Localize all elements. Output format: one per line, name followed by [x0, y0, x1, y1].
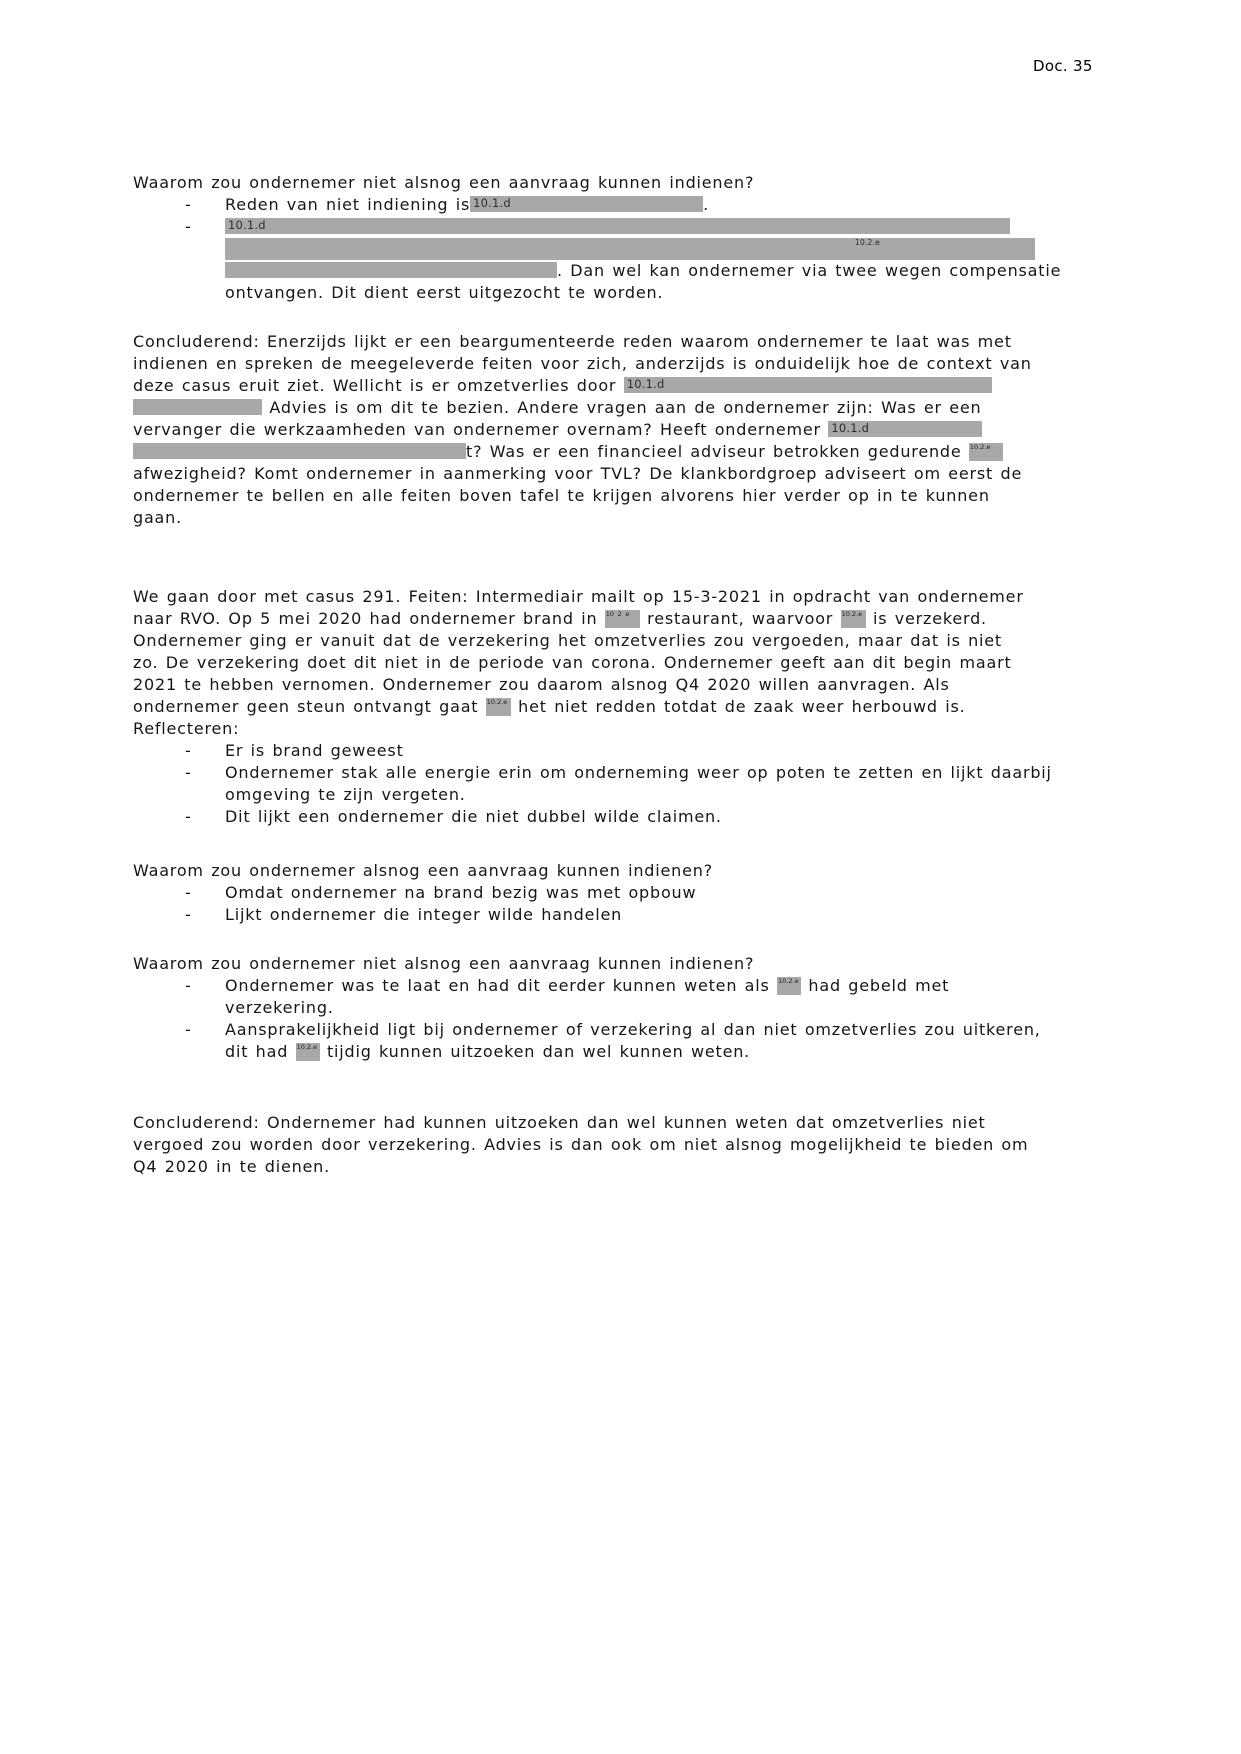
- text-line: [133, 375, 1133, 397]
- line-content: [225, 904, 622, 926]
- redaction-label: 10.1.d: [831, 421, 870, 435]
- redaction-chip: [296, 1043, 320, 1061]
- text-run: tijdig kunnen uitzoeken dan wel kunnen weten.: [319, 1042, 751, 1061]
- text-run: Er is brand geweest: [225, 741, 404, 760]
- bullet-dash: -: [185, 195, 192, 214]
- paragraph: [133, 953, 1133, 1063]
- line-content: [133, 652, 1012, 674]
- line-content: [133, 353, 1032, 375]
- text-run: .: [703, 195, 710, 214]
- line-content: [225, 238, 1035, 261]
- text-run: Concluderend: Ondernemer had kunnen uitzoeken dan wel kunnen weten dat omzetverlies niet: [133, 1113, 986, 1132]
- text-line: [133, 485, 1133, 507]
- text-run: 2021 te hebben vernomen. Ondernemer zou daarom alsnog Q4 2020 willen aanvragen. Als: [133, 675, 950, 694]
- text-run: vergoed zou worden door verzekering. Advies is dan ook om niet alsnog mogelijkheid te bieden om: [133, 1135, 1029, 1154]
- redaction-bar: [225, 218, 1010, 234]
- redaction-bar: [828, 421, 982, 437]
- text-run: Dit lijkt een ondernemer die niet dubbel wilde claimen.: [225, 807, 722, 826]
- doc-number: Doc. 35: [1033, 57, 1093, 75]
- text-line: [133, 997, 1133, 1019]
- text-line: [133, 806, 1133, 828]
- text-line: [133, 172, 1133, 194]
- paragraph: [133, 1112, 1133, 1178]
- text-run: het niet redden totdat de zaak weer herbouwd is.: [510, 697, 966, 716]
- text-run: afwezigheid? Komt ondernemer in aanmerking voor TVL? De klankbordgroep adviseert om eerst de: [133, 464, 1023, 483]
- line-content: [133, 953, 754, 975]
- text-line: [133, 1041, 1133, 1063]
- redaction-label: 10.1.d: [626, 377, 665, 391]
- text-line: [133, 630, 1133, 652]
- line-content: [133, 331, 1012, 353]
- text-line: [133, 696, 1133, 718]
- bullet-dash: -: [185, 807, 192, 826]
- redaction-label: 10.2.e: [296, 1043, 318, 1051]
- line-content: [133, 860, 713, 882]
- line-content: [133, 586, 1024, 608]
- text-line: [133, 608, 1133, 630]
- line-content: [133, 674, 950, 696]
- text-line: [133, 953, 1133, 975]
- text-run: zo. De verzekering doet dit niet in de periode van corona. Ondernemer geeft aan dit begin maart: [133, 653, 1012, 672]
- line-content: [225, 194, 709, 216]
- text-run: naar RVO. Op 5 mei 2020 had ondernemer brand in: [133, 609, 605, 628]
- line-content: [225, 997, 334, 1019]
- bullet-dash: -: [185, 976, 192, 995]
- line-content: [225, 882, 696, 904]
- text-line: [133, 238, 1133, 260]
- text-run: Concluderend: Enerzijds lijkt er een beargumenteerde reden waarom ondernemer te laat was met: [133, 332, 1012, 351]
- redaction-bar: [225, 238, 1035, 260]
- text-line: [133, 1156, 1133, 1178]
- redaction-chip: [486, 698, 511, 716]
- text-line: [133, 882, 1133, 904]
- redaction-chip: [605, 610, 640, 628]
- text-line: [133, 975, 1133, 997]
- text-line: [133, 1112, 1133, 1134]
- text-line: [133, 419, 1133, 441]
- text-run: ontvangen. Dit dient eerst uitgezocht te worden.: [225, 283, 664, 302]
- line-content: [225, 260, 1061, 282]
- bullet-dash: -: [185, 741, 192, 760]
- line-content: [133, 375, 992, 397]
- redaction-label: 10.2.e: [841, 610, 863, 618]
- text-run: indienen en spreken de meegeleverde feiten voor zich, anderzijds is onduidelijk hoe de context van: [133, 354, 1032, 373]
- line-content: [133, 463, 1022, 485]
- line-content: [225, 762, 1052, 784]
- text-run: Ondernemer ging er vanuit dat de verzekering het omzetverlies zou vergoeden, maar dat is niet: [133, 631, 1003, 650]
- text-line: [133, 674, 1133, 696]
- line-content: [225, 1041, 750, 1063]
- redaction-label: 10 2 e: [605, 610, 630, 618]
- redaction-chip: [969, 443, 1003, 461]
- redaction-chip: [777, 977, 801, 995]
- line-content: [133, 1112, 986, 1134]
- text-run: Reden van niet indiening is: [225, 195, 471, 214]
- text-run: ondernemer geen steun ontvangt gaat: [133, 697, 486, 716]
- text-run: Waarom zou ondernemer niet alsnog een aanvraag kunnen indienen?: [133, 954, 755, 973]
- text-line: [133, 441, 1133, 463]
- redaction-label: 10.2.e: [486, 698, 508, 706]
- text-run: t? Was er een financieel adviseur betrokken gedurende: [466, 442, 969, 461]
- line-content: [225, 282, 663, 304]
- text-line: [133, 762, 1133, 784]
- text-line: [133, 353, 1133, 375]
- text-line: [133, 784, 1133, 806]
- line-content: [225, 806, 722, 828]
- text-line: [133, 463, 1133, 485]
- line-content: [133, 630, 1002, 652]
- text-run: Omdat ondernemer na brand bezig was met opbouw: [225, 883, 697, 902]
- bullet-dash: -: [185, 217, 192, 236]
- line-content: [225, 784, 466, 806]
- redaction-bar: [624, 377, 992, 393]
- line-content: [133, 696, 966, 718]
- text-run: restaurant, waarvoor: [639, 609, 841, 628]
- text-run: Waarom zou ondernemer alsnog een aanvraag kunnen indienen?: [133, 861, 713, 880]
- text-line: [133, 194, 1133, 216]
- text-line: [133, 1019, 1133, 1041]
- redaction-bar: [470, 196, 703, 212]
- text-run: Lijkt ondernemer die integer wilde handelen: [225, 905, 623, 924]
- text-run: Ondernemer stak alle energie erin om onderneming weer op poten te zetten en lijkt daarbij: [225, 763, 1052, 782]
- redaction-label: 10.2.e: [855, 238, 880, 247]
- text-line: [133, 507, 1133, 529]
- line-content: [225, 216, 1010, 238]
- text-run: Q4 2020 in te dienen.: [133, 1157, 330, 1176]
- text-run: We gaan door met casus 291. Feiten: Intermediair mailt op 15-3-2021 in opdracht van ondernemer: [133, 587, 1024, 606]
- redaction-label: 10.2.e: [969, 443, 991, 451]
- text-run: Waarom zou ondernemer niet alsnog een aanvraag kunnen indienen?: [133, 173, 755, 192]
- text-line: [133, 586, 1133, 608]
- line-content: [225, 1019, 1041, 1041]
- bullet-dash: -: [185, 1020, 192, 1039]
- line-content: [225, 740, 404, 762]
- text-line: [133, 397, 1133, 419]
- line-content: [133, 397, 982, 419]
- redaction-bar: [133, 399, 262, 415]
- redaction-bar: [133, 443, 466, 459]
- paragraph: [133, 172, 1133, 304]
- text-line: [133, 1134, 1133, 1156]
- text-run: Reflecteren:: [133, 719, 240, 738]
- text-run: Aansprakelijkheid ligt bij ondernemer of verzekering al dan niet omzetverlies zou uitkeren,: [225, 1020, 1041, 1039]
- paragraph: [133, 331, 1133, 529]
- redaction-chip: [841, 610, 866, 628]
- line-content: [133, 1134, 1028, 1156]
- line-content: [225, 975, 949, 997]
- text-run: deze casus eruit ziet. Wellicht is er omzetverlies door: [133, 376, 624, 395]
- line-content: [133, 1156, 330, 1178]
- text-run: Advies is om dit te bezien. Andere vragen aan de ondernemer zijn: Was er een: [262, 398, 982, 417]
- text-line: [133, 282, 1133, 304]
- text-run: gaan.: [133, 508, 182, 527]
- text-run: omgeving te zijn vergeten.: [225, 785, 466, 804]
- paragraph: [133, 586, 1133, 828]
- text-line: [133, 860, 1133, 882]
- text-run: dit had: [225, 1042, 296, 1061]
- text-line: [133, 740, 1133, 762]
- text-line: [133, 652, 1133, 674]
- text-line: [133, 216, 1133, 238]
- text-run: vervanger die werkzaamheden van ondernemer overnam? Heeft ondernemer: [133, 420, 829, 439]
- text-line: [133, 904, 1133, 926]
- line-content: [133, 485, 990, 507]
- text-run: is verzekerd.: [865, 609, 987, 628]
- text-run: ondernemer te bellen en alle feiten boven tafel te krijgen alvorens hier verder op in te kunnen: [133, 486, 990, 505]
- bullet-dash: -: [185, 905, 192, 924]
- text-run: verzekering.: [225, 998, 334, 1017]
- line-content: [133, 172, 754, 194]
- redaction-label: 10.1.d: [228, 218, 266, 232]
- bullet-dash: -: [185, 883, 192, 902]
- bullet-dash: -: [185, 763, 192, 782]
- text-run: Ondernemer was te laat en had dit eerder kunnen weten als: [225, 976, 778, 995]
- line-content: [133, 507, 182, 529]
- text-line: [133, 260, 1133, 282]
- line-content: [133, 441, 1003, 463]
- redaction-label: 10.2.e: [778, 977, 799, 985]
- text-run: . Dan wel kan ondernemer via twee wegen compensatie: [557, 261, 1062, 280]
- line-content: [133, 419, 982, 441]
- line-content: [133, 718, 239, 740]
- redaction-label: 10.1.d: [473, 196, 511, 210]
- text-line: [133, 718, 1133, 740]
- redaction-bar: [225, 262, 557, 278]
- text-run: had gebeld met: [801, 976, 950, 995]
- line-content: [133, 608, 987, 630]
- paragraph: [133, 860, 1133, 926]
- text-line: [133, 331, 1133, 353]
